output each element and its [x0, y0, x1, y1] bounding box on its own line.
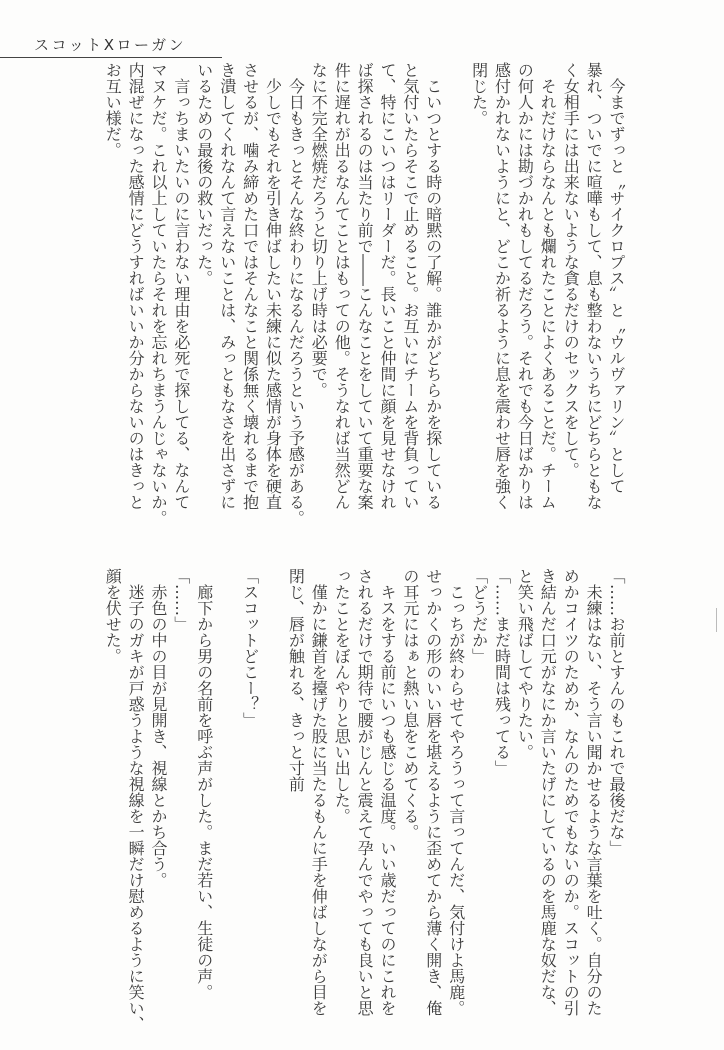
text-column: [216, 568, 238, 1048]
text-column: の耳元にはぁと熱い息をこめてくる。: [400, 568, 420, 840]
header-title: スコットXローガン: [34, 36, 187, 54]
text-column: の何人かには勘づかれもしてるだろう。それでも今日ばかりは: [515, 62, 535, 510]
text-column: [445, 62, 467, 542]
text-column: 今日もきっとそんな終わりになるんだろうという予感がある。: [286, 62, 306, 526]
text-column: 言っちまいたいのに言わない理由を必死で探してる、なんて: [171, 62, 191, 510]
text-column: 赤色の中の目が見開き、視線とかち合う。: [149, 568, 168, 888]
text-column: き結んだ口元がなにか言いたげにしているのを馬鹿な奴だな、: [538, 568, 558, 1016]
page-edge-mark: [716, 608, 717, 632]
text-column: 僅かに鎌首を擡げた股に当たるもんに手を伸ばしながら目を: [309, 568, 329, 1016]
text-column: キスをする前にいつも感じる温度。いい歳だってのにこれを: [378, 568, 397, 1016]
text-column: 感付かれないようにと、どこか祈るように息を震わせ唇を強く: [492, 62, 512, 510]
text-column: 顔を伏せた。: [103, 568, 123, 664]
text-column: 未練はない、そう言い聞かせるような言葉を吐く。自分のた: [584, 568, 604, 1016]
text-column: く女相手には出来ないような貪るだけのセックスをして。: [561, 62, 581, 478]
text-column: 「……お前とすんのもこれで最後だな」: [607, 568, 626, 856]
text-column: 今までずっと〝サイクロプス〟と〝ウルヴァリン〟として: [607, 62, 626, 494]
text-column: お互い様だ。: [103, 62, 123, 158]
text-column: き潰してくれなんて言えないことは、みっともなさを出さずに: [217, 62, 237, 510]
text-column: いるための最後の救いだった。: [194, 62, 214, 286]
running-header: [0, 26, 222, 58]
text-column: めかコイツのためか、なんのためでもないのか。スコットの引: [561, 568, 581, 1016]
text-column: 閉じた。: [469, 62, 489, 126]
text-column: [262, 568, 284, 1048]
text-column: マヌケだ。これ以上していたらそれを忘れちまうんじゃないか。: [149, 62, 168, 526]
text-column: 件に遅れが出るなんてことはもっての他。そうなれば当然どん: [332, 62, 352, 510]
text-column: ば探されるのは当たり前で――こんなことをしていて重要な案: [355, 62, 375, 510]
text-column: て、特にこいつはリーダーだ。長いこと仲間に顔を見せなけれ: [378, 62, 397, 510]
text-column: 「……まだ時間は残ってる」: [492, 568, 512, 776]
text-column: と気付いたらそこで止めること。お互いにチームを背負ってい: [400, 62, 420, 510]
text-column: 暴れ、ついでに喧嘩もして、息も整わないうちにどちらともな: [584, 62, 604, 510]
text-column: 少しでもそれを引き伸ばしたい未練に似た感情が身体を硬直: [263, 62, 283, 510]
text-column: こっちが終わらせてやろうって言ってんだ、気付けよ馬鹿。: [446, 568, 466, 1016]
text-column: ったことをぼんやりと思い出した。: [332, 568, 352, 824]
text-column: 廊下から男の名前を呼ぶ声がした。まだ若い、生徒の声。: [194, 568, 214, 1000]
text-column: 内混ぜになった感情にどうすればいいか分からないのはきっと: [126, 62, 146, 510]
text-column: せっかくの形のいい唇を堪えるように歪めてから薄く開き、俺: [423, 568, 443, 1016]
text-column: されるだけで期待で腰がじんと震えて孕んでやっても良いと思: [355, 568, 375, 1016]
text-column: 「……」: [171, 568, 191, 632]
text-column: 迷子のガキが戸惑うような視線を一瞬だけ慰めるように笑い、: [126, 568, 146, 1032]
text-column: 「どうだか」: [469, 568, 489, 664]
text-column: と笑い飛ばしてやりたい。: [515, 568, 535, 760]
text-column: させるが、噛み締めた口ではそんなこと関係無く壊れるまで抱: [240, 62, 260, 510]
text-column: それだけならなんとも爛れたことによくあることだ。チーム: [538, 62, 558, 510]
text-column: なに不完全燃焼だろうと切り上げ時は必要で。: [309, 62, 329, 398]
text-column: こいつとする時の暗黙の了解。誰かがどちらかを探している: [423, 62, 443, 510]
text-column: 「スコットどこー？」: [240, 568, 260, 728]
text-column: 閉じ、唇が触れる、きっと寸前: [286, 568, 306, 792]
